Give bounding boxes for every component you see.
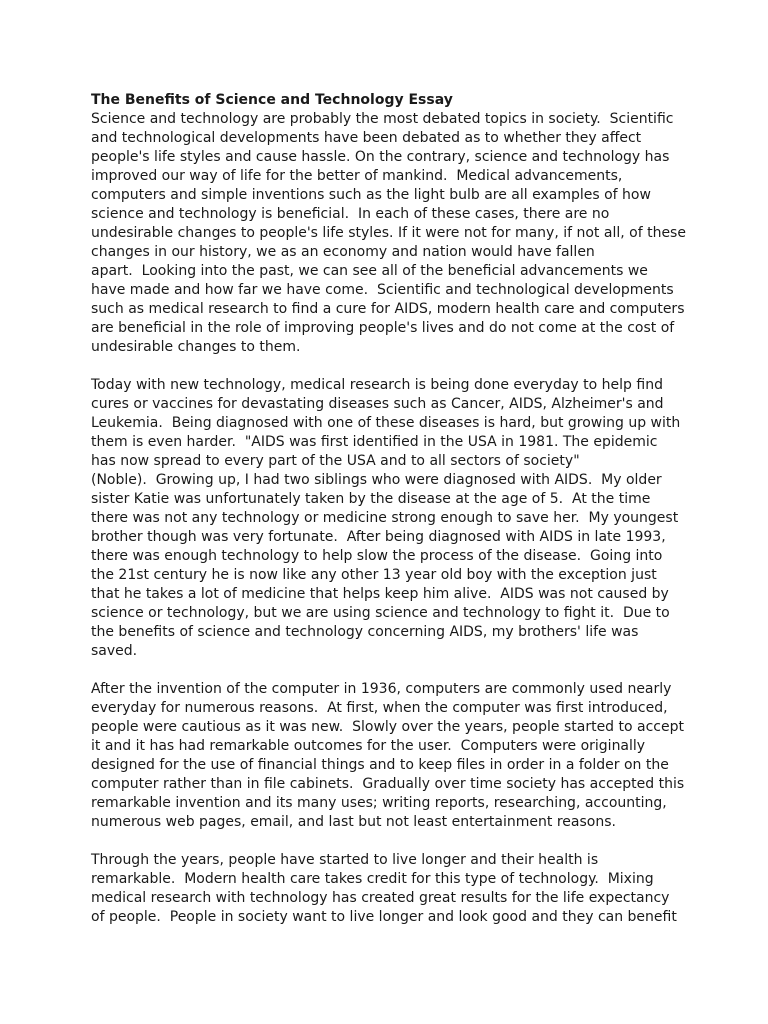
text-line: changes in our history, we as an economy and nation would have fallen: [91, 244, 595, 260]
paragraph-1: [91, 110, 691, 357]
text-line: After the invention of the computer in 1936, computers are commonly used nearly: [91, 681, 672, 697]
text-line: computer rather than in file cabinets. Gradually over time society has accepted this: [91, 776, 685, 792]
text-line: the 21st century he is now like any other 13 year old boy with the exception just: [91, 567, 657, 583]
text-line: Leukemia. Being diagnosed with one of these diseases is hard, but growing up with: [91, 415, 681, 431]
document-page: [91, 91, 691, 946]
text-line: sister Katie was unfortunately taken by the disease at the age of 5. At the time: [91, 491, 651, 507]
text-line: apart. Looking into the past, we can see all of the beneficial advancements we: [91, 263, 648, 279]
text-line: Science and technology are probably the most debated topics in society. Scientific: [91, 111, 674, 127]
text-line: science and technology is beneficial. In each of these cases, there are no: [91, 206, 610, 222]
text-line: there was not any technology or medicine strong enough to save her. My youngest: [91, 510, 679, 526]
text-line: people were cautious as it was new. Slowly over the years, people started to accept: [91, 719, 684, 735]
text-line: remarkable invention and its many uses; writing reports, researching, accounting,: [91, 795, 667, 811]
text-line: Through the years, people have started to live longer and their health is: [91, 852, 599, 868]
text-line: undesirable changes to them.: [91, 339, 301, 355]
text-line: everyday for numerous reasons. At first, when the computer was first introduced,: [91, 700, 668, 716]
text-line: brother though was very fortunate. After being diagnosed with AIDS in late 1993,: [91, 529, 666, 545]
text-line: them is even harder. "AIDS was first identified in the USA in 1981. The epidemic: [91, 434, 658, 450]
text-line: has now spread to every part of the USA and to all sectors of society": [91, 453, 580, 469]
text-line: such as medical research to find a cure for AIDS, modern health care and computers: [91, 301, 685, 317]
text-line: remarkable. Modern health care takes credit for this type of technology. Mixing: [91, 871, 654, 887]
essay-body: [91, 110, 691, 927]
text-line: are beneficial in the role of improving people's lives and do not come at the cost of: [91, 320, 675, 336]
text-line: undesirable changes to people's life styles. If it were not for many, if not all, of these: [91, 225, 686, 241]
text-line: there was enough technology to help slow the process of the disease. Going into: [91, 548, 663, 564]
text-line: science or technology, but we are using science and technology to fight it. Due to: [91, 605, 670, 621]
text-line: people's life styles and cause hassle. On the contrary, science and technology has: [91, 149, 670, 165]
paragraph-2: [91, 376, 691, 661]
text-line: improved our way of life for the better of mankind. Medical advancements,: [91, 168, 623, 184]
text-line: Today with new technology, medical research is being done everyday to help find: [91, 377, 663, 393]
text-line: (Noble). Growing up, I had two siblings who were diagnosed with AIDS. My older: [91, 472, 662, 488]
text-line: numerous web pages, email, and last but not least entertainment reasons.: [91, 814, 616, 830]
text-line: that he takes a lot of medicine that helps keep him alive. AIDS was not caused by: [91, 586, 669, 602]
text-line: cures or vaccines for devastating diseases such as Cancer, AIDS, Alzheimer's and: [91, 396, 664, 412]
text-line: and technological developments have been debated as to whether they affect: [91, 130, 642, 146]
essay-title: The Benefits of Science and Technology Essay: [91, 92, 453, 108]
text-line: have made and how far we have come. Scientific and technological developments: [91, 282, 674, 298]
text-line: of people. People in society want to live longer and look good and they can benefit: [91, 909, 677, 925]
paragraph-3: [91, 680, 691, 832]
text-line: the benefits of science and technology concerning AIDS, my brothers' life was: [91, 624, 639, 640]
text-line: medical research with technology has created great results for the life expectancy: [91, 890, 670, 906]
text-line: designed for the use of financial things and to keep files in order in a folder on the: [91, 757, 669, 773]
text-line: computers and simple inventions such as the light bulb are all examples of how: [91, 187, 651, 203]
text-line: it and it has had remarkable outcomes for the user. Computers were originally: [91, 738, 646, 754]
paragraph-4: [91, 851, 691, 927]
text-line: saved.: [91, 643, 138, 659]
